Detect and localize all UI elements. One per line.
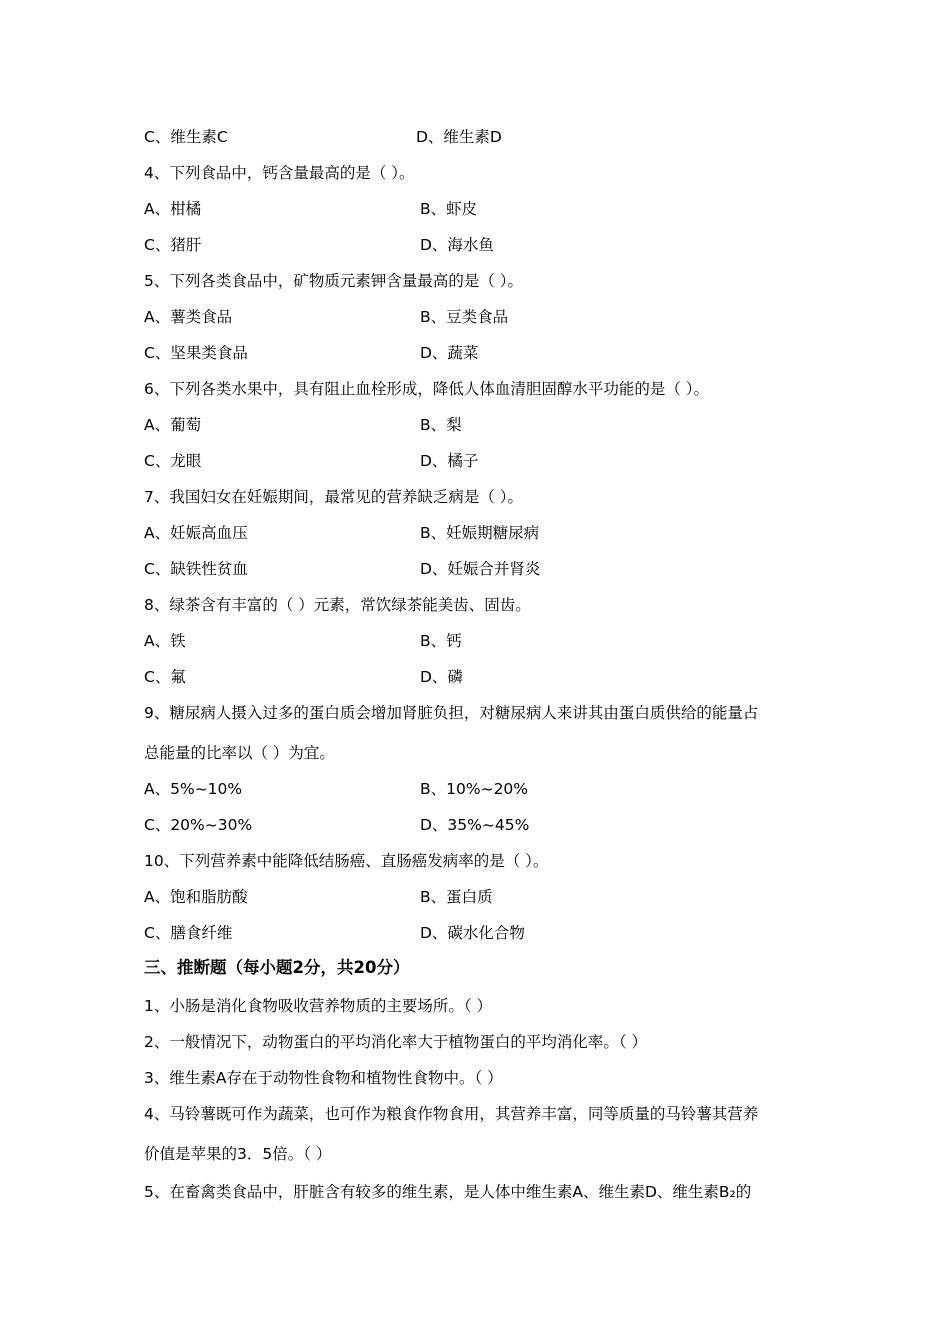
option-c: C、坚果类食品 xyxy=(144,344,248,362)
option-a: A、妊娠高血压 xyxy=(144,524,248,542)
question-stem-continued: 总能量的比率以（ ）为宜。 xyxy=(144,744,335,762)
option-b: B、梨 xyxy=(420,416,462,434)
judgement-item: 5、在畜禽类食品中，肝脏含有较多的维生素，是人体中维生素A、维生素D、维生素B₂的 xyxy=(144,1183,752,1201)
option-b: B、妊娠期糖尿病 xyxy=(420,524,540,542)
option-a: A、薯类食品 xyxy=(144,308,233,326)
option-d: D、磷 xyxy=(420,668,463,686)
judgement-item-continued: 价值是苹果的3．5倍。（ ） xyxy=(144,1145,332,1163)
judgement-item: 1、小肠是消化食物吸收营养物质的主要场所。（ ） xyxy=(144,997,493,1015)
question-stem: 9、糖尿病人摄入过多的蛋白质会增加肾脏负担，对糖尿病人来讲其由蛋白质供给的能量占 xyxy=(144,704,759,722)
option-a: A、葡萄 xyxy=(144,416,202,434)
option-c: C、氟 xyxy=(144,668,186,686)
question-stem: 8、绿茶含有丰富的（ ）元素，常饮绿茶能美齿、固齿。 xyxy=(144,596,531,614)
option-d: D、橘子 xyxy=(420,452,479,470)
judgement-item: 2、一般情况下，动物蛋白的平均消化率大于植物蛋白的平均消化率。（ ） xyxy=(144,1033,648,1051)
option-a: A、5%~10% xyxy=(144,780,243,798)
section-heading: 三、推断题（每小题2分，共20分） xyxy=(144,958,410,977)
option-c-q3: C、维生素C xyxy=(144,128,228,146)
option-c: C、猪肝 xyxy=(144,236,202,254)
option-a: A、铁 xyxy=(144,632,186,650)
question-stem: 6、下列各类水果中，具有阻止血栓形成，降低人体血清胆固醇水平功能的是（ ）。 xyxy=(144,380,710,398)
option-b: B、豆类食品 xyxy=(420,308,509,326)
option-b: B、虾皮 xyxy=(420,200,478,218)
option-c: C、膳食纤维 xyxy=(144,924,233,942)
option-d: D、35%~45% xyxy=(420,816,530,834)
option-d: D、妊娠合并肾炎 xyxy=(420,560,541,578)
option-d: D、蔬菜 xyxy=(420,344,479,362)
judgement-item: 4、马铃薯既可作为蔬菜，也可作为粮食作物食用，其营养丰富，同等质量的马铃薯其营养 xyxy=(144,1105,759,1123)
option-d: D、碳水化合物 xyxy=(420,924,525,942)
option-c: C、龙眼 xyxy=(144,452,202,470)
option-a: A、饱和脂肪酸 xyxy=(144,888,248,906)
option-b: B、钙 xyxy=(420,632,462,650)
judgement-item: 3、维生素A存在于动物性食物和植物性食物中。（ ） xyxy=(144,1069,503,1087)
option-b: B、蛋白质 xyxy=(420,888,493,906)
option-c: C、20%~30% xyxy=(144,816,253,834)
option-d: D、海水鱼 xyxy=(420,236,494,254)
option-a: A、柑橘 xyxy=(144,200,202,218)
option-d-q3: D、维生素D xyxy=(416,128,502,146)
question-stem: 10、下列营养素中能降低结肠癌、直肠癌发病率的是（ ）。 xyxy=(144,852,549,870)
question-stem: 4、下列食品中，钙含量最高的是（ ）。 xyxy=(144,164,415,182)
option-c: C、缺铁性贫血 xyxy=(144,560,248,578)
question-stem: 5、下列各类食品中，矿物质元素钾含量最高的是（ ）。 xyxy=(144,272,524,290)
option-b: B、10%~20% xyxy=(420,780,529,798)
question-stem: 7、我国妇女在妊娠期间，最常见的营养缺乏病是（ ）。 xyxy=(144,488,524,506)
